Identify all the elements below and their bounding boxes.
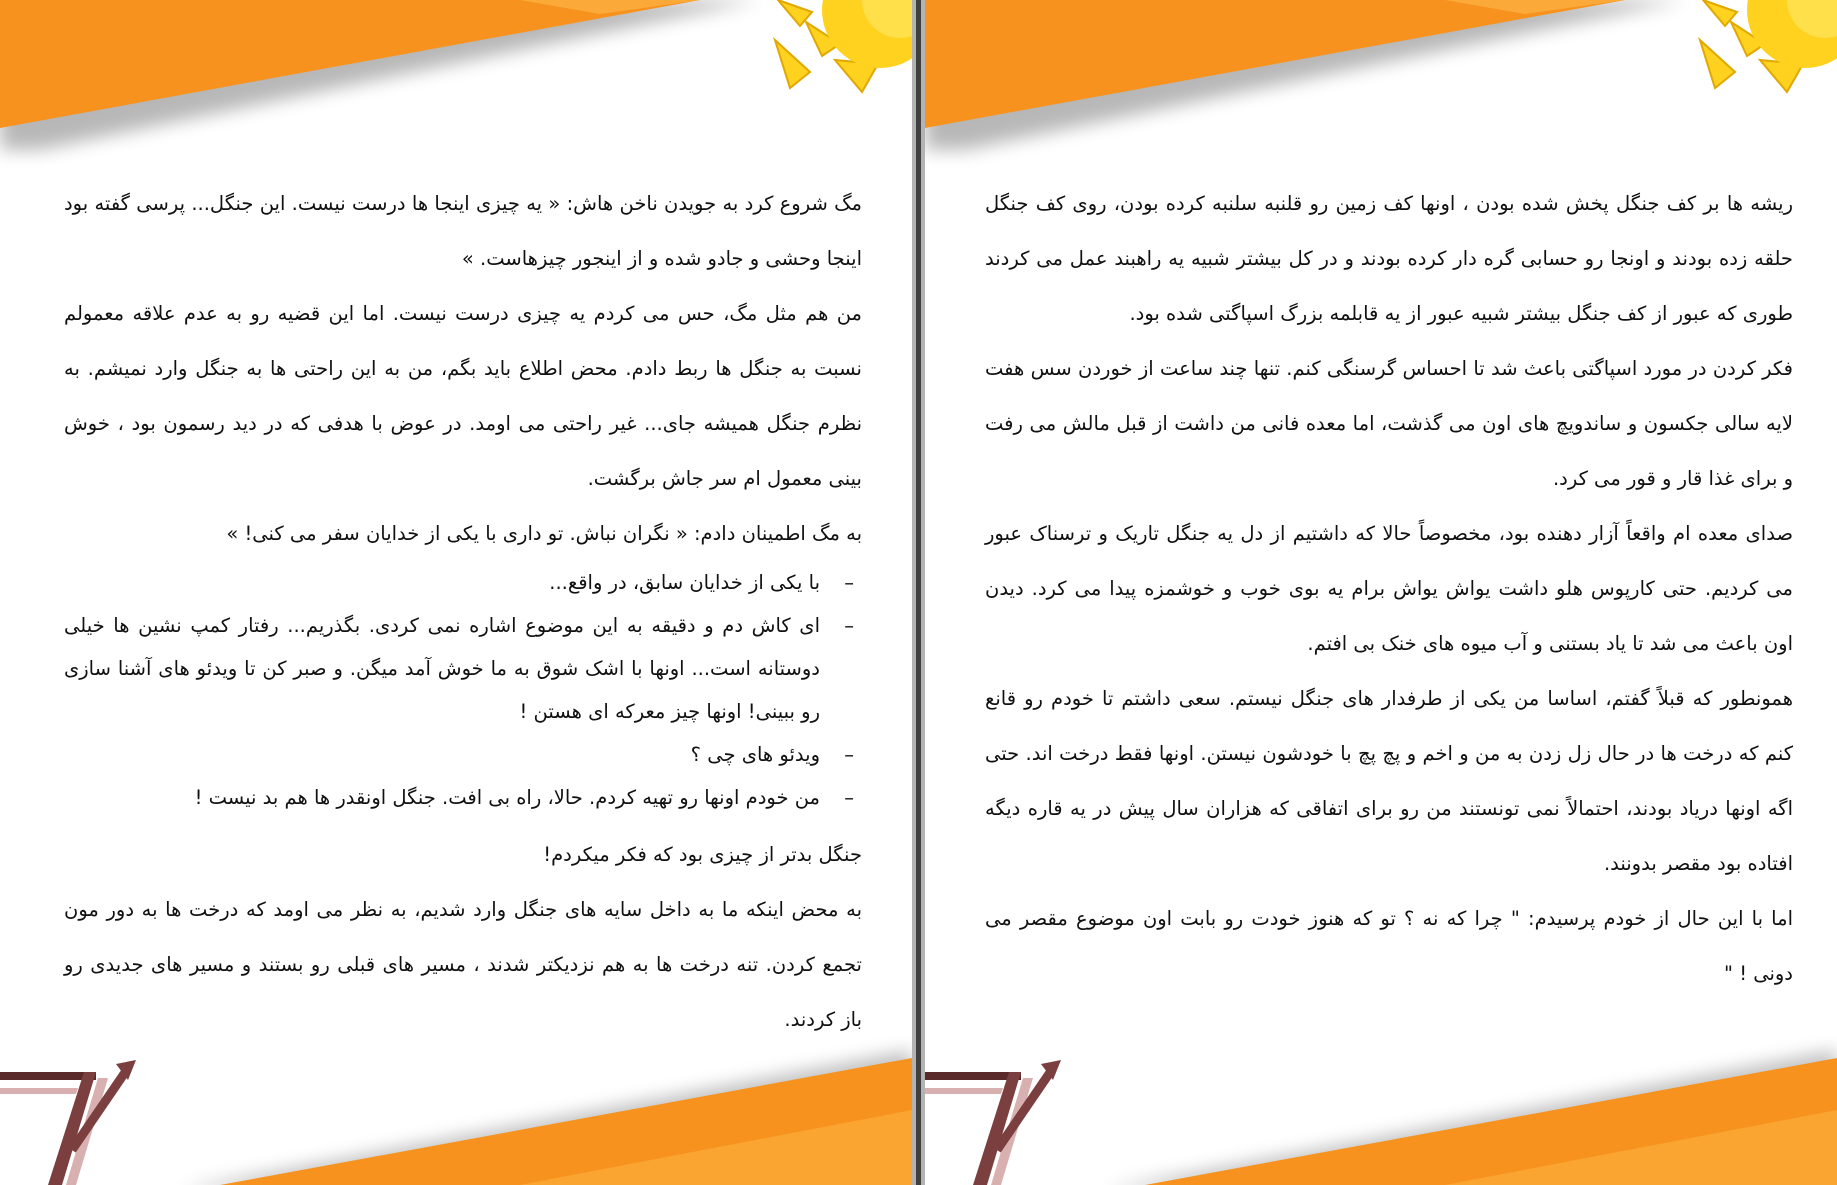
paragraph: فکر کردن در مورد اسپاگتی باعث شد تا احساس گرسنگی کنم. تنها چند ساعت از خوردن سس هفت لایه سالی جکسون و ساندویچ های اون می گذشت، اما معده فانی من داشت از قبل مالش می رفت و برای غذا قار و قور می کرد. [985, 357, 1793, 490]
dialogue-line: – من خودم اونها رو تهیه کردم. حالا، راه بی افت. جنگل اونقدر ها هم بد نیست ! [64, 776, 862, 819]
dialogue-line: – ویدئو های چی ؟ [64, 733, 862, 776]
sun-icon [1700, 0, 1837, 92]
bottom-banner [180, 1050, 912, 1185]
arrow-icon [925, 1060, 1061, 1185]
page-divider-line [916, 0, 921, 1185]
dialogue-line: – با یکی از خدایان سابق، در واقع... [64, 561, 862, 604]
right-page [925, 0, 1837, 1185]
paragraph: مگ شروع کرد به جویدن ناخن هاش: « یه چیزی اینجا ها درست نیست. این جنگل... پرسی گفته بود اینجا وحشی و جادو شده و از اینجور چیزهاست. » [64, 192, 862, 270]
paragraph: اما با این حال از خودم پرسیدم: " چرا که نه ؟ تو که هنوز خودت رو بابت اون موضوع مقصر می دونی ! " [985, 907, 1793, 985]
left-page-text [64, 176, 862, 1047]
left-page [0, 0, 912, 1185]
paragraph: همونطور که قبلاً گفتم، اساسا من یکی از طرفدار های جنگل نیستم. سعی داشتم تا خودم رو قانع کنم که درخت ها در حال زل زدن به من و اخم و پچ پچ با خودشون نیستن. اونها فقط درخت اند. حتی اگه اونها دریاد بودند، احتمالاً نمی تونستند من رو برای اتفاقی که هزاران سال پیش در یه قاره دیگه افتاده بود مقصر بدونند. [985, 687, 1793, 875]
paragraph: جنگل بدتر از چیزی بود که فکر میکردم! [543, 843, 862, 866]
paragraph: صدای معده ام واقعاً آزار دهنده بود، مخصوصاً حالا که داشتیم از دل یه جنگل تاریک و ترسناک عبور می کردیم. حتی کارپوس هلو داشت یواش یواش برام یه بوی خوب و خوشمزه پیدا می کرد. دیدن اون باعث می شد تا یاد بستنی و آب میوه های خنک بی افتم. [985, 522, 1793, 655]
top-banner [0, 0, 760, 150]
top-banner [925, 0, 1685, 150]
arrow-icon [0, 1060, 136, 1185]
right-page-text [985, 176, 1793, 1001]
paragraph: من هم مثل مگ، حس می کردم یه چیزی درست نیست. اما این قضیه رو به عدم علاقه معمولم نسبت به جنگل ها ربط دادم. محض اطلاع باید بگم، من به این راحتی ها به جنگل وارد نمیشم. به نظرم جنگل همیشه جای... غیر راحتی می اومد. در عوض با هدفی که در دید رسمون بود ، خوش بینی معمول ام سر جاش برگشت. [64, 302, 862, 490]
dialogue-list [64, 561, 862, 819]
dialogue-line: – ای کاش دم و دقیقه به این موضوع اشاره نمی کردی. بگذریم... رفتار کمپ نشین ها خیلی دوستانه است... اونها با اشک شوق به ما خوش آمد میگن. و صبر کن تا ویدئو های آشنا سازی رو ببینی! اونها چیز معرکه ای هستن ! [64, 604, 862, 733]
sun-icon [775, 0, 912, 92]
paragraph: به مگ اطمینان دادم: « نگران نباش. تو داری با یکی از خدایان سفر می کنی! » [226, 522, 862, 545]
paragraph: به محض اینکه ما به داخل سایه های جنگل وارد شدیم، به نظر می اومد که درخت ها به دور مون تجمع کردن. تنه درخت ها به هم نزدیکتر شدند ، مسیر های قبلی رو بستند و مسیر های جدیدی رو باز کردند. [64, 898, 862, 1031]
paragraph: ریشه ها بر کف جنگل پخش شده بودن ، اونها کف زمین رو قلنبه سلنبه کرده بودن، روی کف جنگل حلقه زده بودند و اونجا رو حسابی گره دار کرده بودند و در کل بیشتر شبیه یه راهبند عمل می کردند طوری که عبور از کف جنگل بیشتر شبیه عبور از یه قابلمه بزرگ اسپاگتی شده بود. [985, 192, 1793, 325]
bottom-banner [1105, 1050, 1837, 1185]
